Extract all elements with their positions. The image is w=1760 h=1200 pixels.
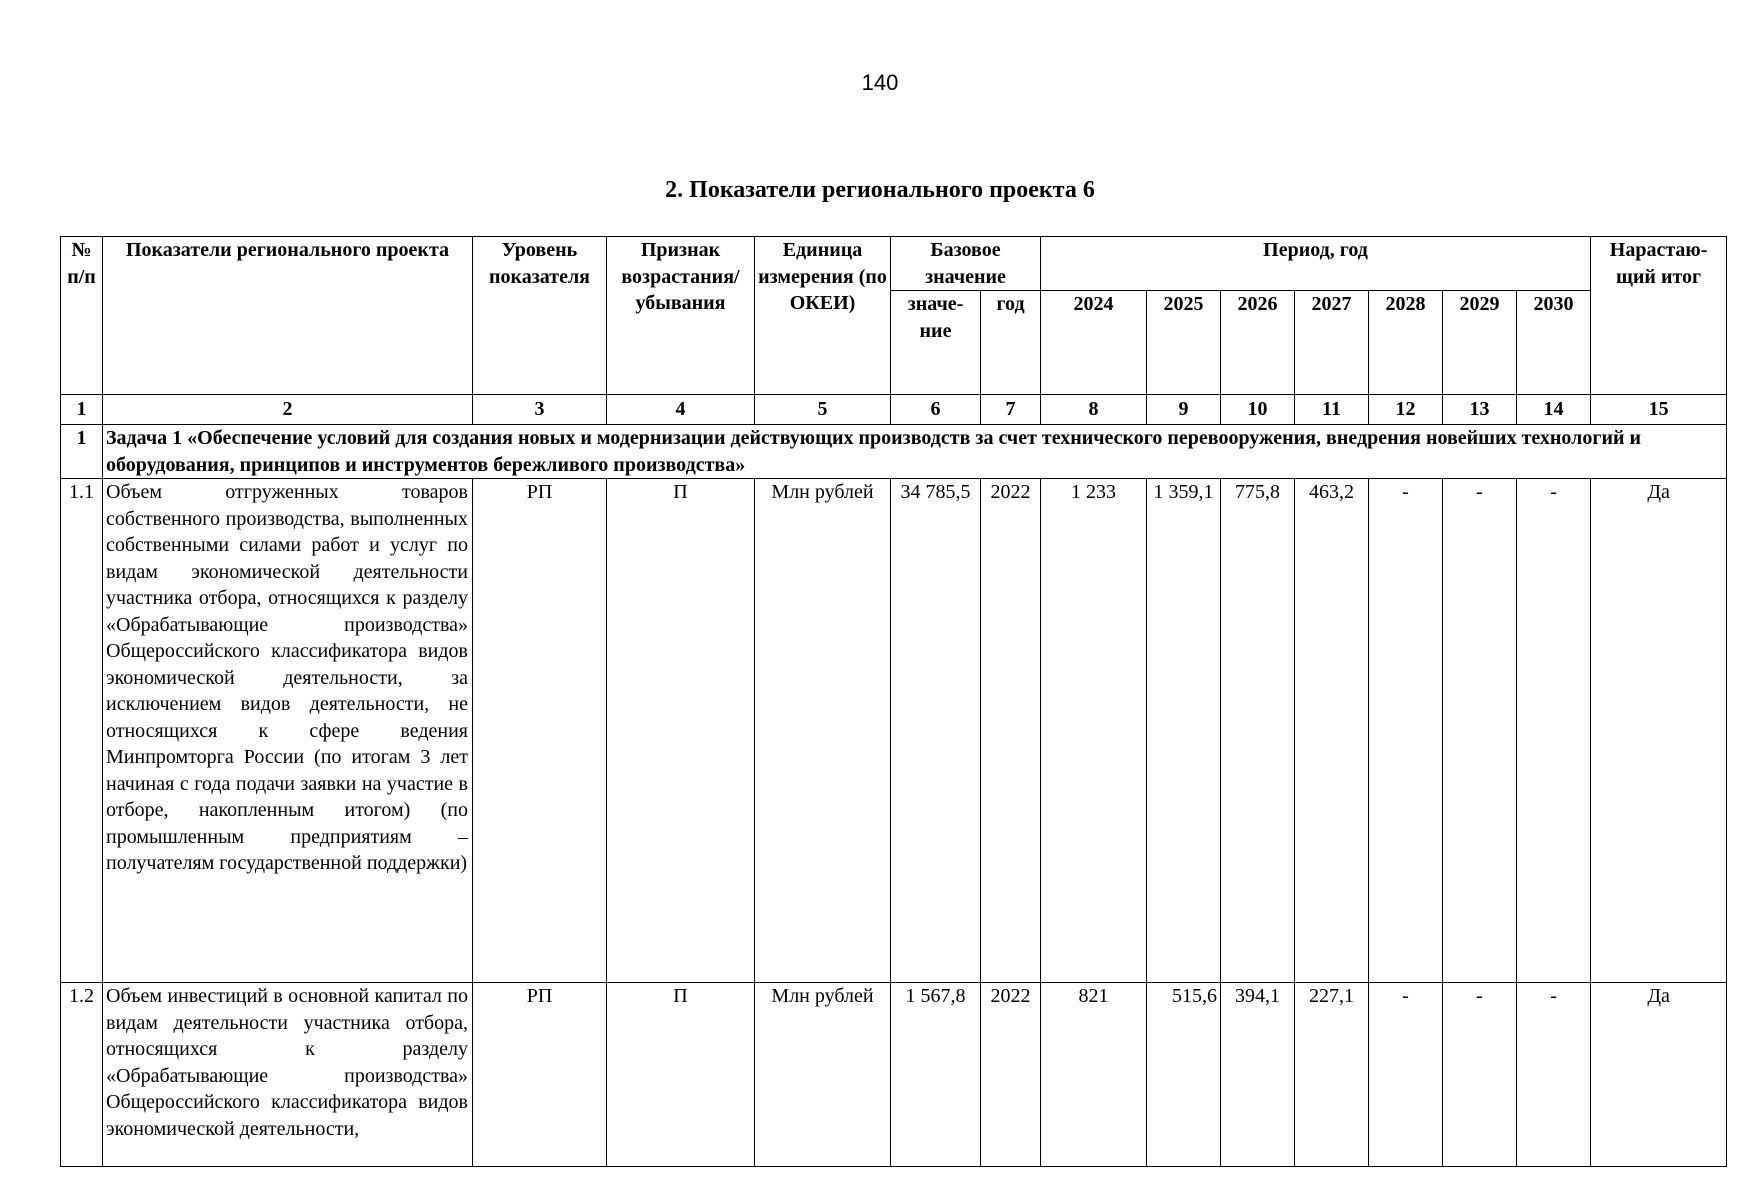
value-2029: - [1443,479,1517,983]
header-unit: Единица измерения (по ОКЕИ) [755,237,891,395]
value-2024: 1 233 [1041,479,1147,983]
header-sign: Признак возрастания/ убывания [607,237,755,395]
table-row [61,479,1727,983]
indicator-name: Объем отгруженных товаров собственного производства, выполненных собственными силами работ и услуг по видам экономической деятельности участника отбора, относящихся к разделу «Обрабатывающие производства» Общероссийского классификатора видов экономической деятельности, за исключением видов деятельности, не относящихся к сфере ведения Минпромторга России (по итогам 3 лет начиная с года подачи заявки на участие в отборе, накопленным итогом) (по промышленным предприятиям – получателям государственной поддержки) [103,479,473,983]
cumulative-flag: Да [1591,983,1727,1167]
cumulative-flag: Да [1591,479,1727,983]
indicator-level: РП [473,983,607,1167]
column-number: 3 [473,395,607,425]
table-row [61,983,1727,1167]
header-year-2026: 2026 [1221,291,1295,395]
value-2029: - [1443,983,1517,1167]
header-base-value: значе-ние [891,291,981,395]
column-number: 7 [981,395,1041,425]
header-level: Уровень показателя [473,237,607,395]
value-2028: - [1369,479,1443,983]
header-num: № п/п [61,237,103,395]
indicator-unit: Млн рублей [755,983,891,1167]
column-numbers-row [61,395,1727,425]
indicator-sign: П [607,983,755,1167]
task-text: Задача 1 «Обеспечение условий для создания новых и модернизации действующих производств за счет технического перевооружения, внедрения новейших технологий и оборудования, принципов и инструментов бережливого производства» [103,425,1727,479]
header-year-2025: 2025 [1147,291,1221,395]
column-number: 4 [607,395,755,425]
column-number: 1 [61,395,103,425]
column-number: 8 [1041,395,1147,425]
column-number: 2 [103,395,473,425]
value-2027: 227,1 [1295,983,1369,1167]
header-year-2030: 2030 [1517,291,1591,395]
header-period: Период, год [1041,237,1591,291]
header-base-year: год [981,291,1041,395]
indicator-name: Объем инвестиций в основной капитал по видам деятельности участника отбора, относящихся к разделу «Обрабатывающие производства» Общероссийского классификатора видов экономической деятельности, [103,983,473,1167]
indicator-unit: Млн рублей [755,479,891,983]
base-year: 2022 [981,479,1041,983]
base-year: 2022 [981,983,1041,1167]
value-2026: 775,8 [1221,479,1295,983]
value-2030: - [1517,479,1591,983]
page-title: 2. Показатели регионального проекта 6 [665,177,1095,203]
row-number: 1.1 [61,479,103,983]
value-2027: 463,2 [1295,479,1369,983]
indicators-table [60,236,1727,1167]
column-number: 9 [1147,395,1221,425]
value-2026: 394,1 [1221,983,1295,1167]
column-number: 13 [1443,395,1517,425]
row-number: 1.2 [61,983,103,1167]
header-cumulative: Нарастаю-щий итог [1591,237,1727,395]
base-value: 1 567,8 [891,983,981,1167]
header-year-2028: 2028 [1369,291,1443,395]
column-number: 11 [1295,395,1369,425]
column-number: 5 [755,395,891,425]
header-indicator: Показатели регионального проекта [103,237,473,395]
header-row-1 [61,237,1727,291]
header-year-2027: 2027 [1295,291,1369,395]
value-2030: - [1517,983,1591,1167]
column-number: 15 [1591,395,1727,425]
value-2028: - [1369,983,1443,1167]
indicator-sign: П [607,479,755,983]
column-number: 6 [891,395,981,425]
column-number: 14 [1517,395,1591,425]
header-year-2029: 2029 [1443,291,1517,395]
header-year-2024: 2024 [1041,291,1147,395]
value-2024: 821 [1041,983,1147,1167]
column-number: 10 [1221,395,1295,425]
header-base: Базовое значение [891,237,1041,291]
indicator-level: РП [473,479,607,983]
page-number: 140 [861,70,899,95]
value-2025: 1 359,1 [1147,479,1221,983]
column-number: 12 [1369,395,1443,425]
task-row [61,425,1727,479]
task-number: 1 [61,425,103,479]
value-2025: 515,6 [1147,983,1221,1167]
base-value: 34 785,5 [891,479,981,983]
